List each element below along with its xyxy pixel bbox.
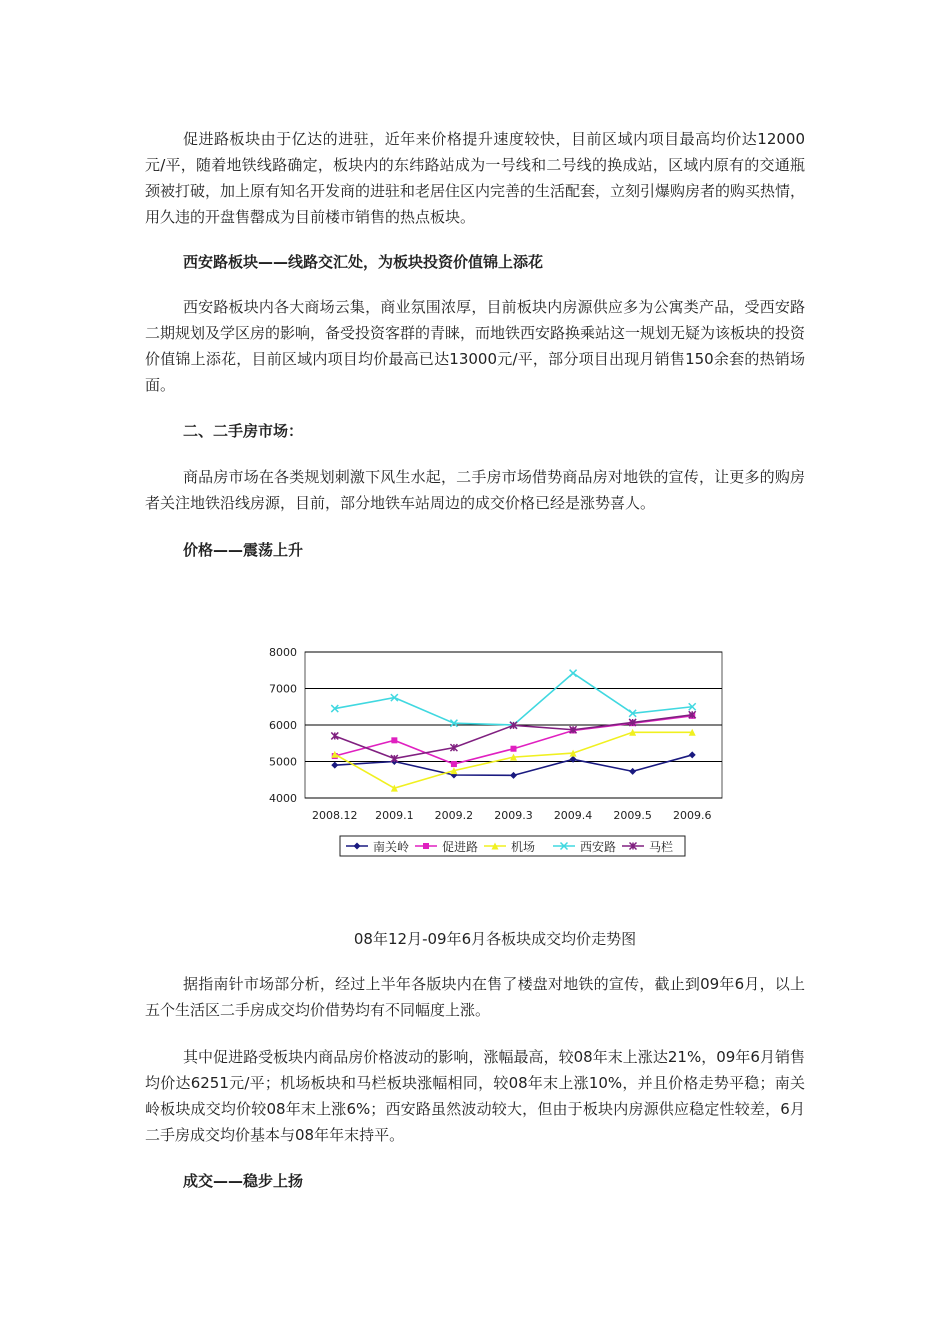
y-tick-label: 5000 xyxy=(269,755,297,769)
y-tick-label: 4000 xyxy=(269,792,297,805)
paragraph-analysis: 据指南针市场部分析，经过上半年各版块内在售了楼盘对地铁的宣传，截止到09年6月，以上五个生活区二手房成交均价借势均有不同幅度上涨。 xyxy=(145,975,805,1019)
x-tick-label: 2009.5 xyxy=(613,809,652,822)
price-trend-chart xyxy=(255,640,735,870)
data-point-1-1 xyxy=(391,737,397,743)
heading-secondhand-market: 二、二手房市场： xyxy=(183,422,304,440)
x-tick-label: 2009.2 xyxy=(434,809,474,822)
legend-label: 促进路 xyxy=(442,840,479,854)
chart-caption: 08年12月-09年6月各板块成交均价走势图 xyxy=(353,930,637,948)
legend-label: 马栏 xyxy=(649,840,674,854)
heading-transactions: 成交——稳步上扬 xyxy=(183,1172,304,1190)
paragraph-xianlu: 西安路板块内各大商场云集，商业氛围浓厚，目前板块内房源供应多为公寓类产品，受西安路二期规划及学区房的影响，备受投资客群的青睐，而地铁西安路换乘站这一规划无疑为该板块的投资价值锦上添花，目前区域内项目均价最高已达13000元/平，部分项目出现月销售150余套的热销场面。 xyxy=(145,298,806,394)
chart-svg xyxy=(255,640,735,870)
y-tick-label: 7000 xyxy=(269,682,297,696)
y-tick-label: 6000 xyxy=(269,719,297,732)
heading-price: 价格——震荡上升 xyxy=(183,541,304,559)
x-tick-label: 2009.4 xyxy=(553,809,593,822)
x-tick-label: 2008.12 xyxy=(312,809,358,822)
heading-xianlu: 西安路板块——线路交汇处，为板块投资价值锦上添花 xyxy=(183,253,544,271)
data-point-1-2 xyxy=(451,761,457,767)
legend-marker xyxy=(423,843,429,849)
data-point-1-3 xyxy=(511,746,517,752)
paragraph-cujinlu: 促进路板块由于亿达的进驻，近年来价格提升速度较快，目前区域内项目最高均价达12000元/平，随着地铁线路确定，板块内的东纬路站成为一号线和二号线的换成站，区域内原有的交通瓶颈被打破，加上原有知名开发商的进驻和老居住区内完善的生活配套，立刻引爆购房者的购买热情，用久违的开盘售罄成为目前楼市销售的热点板块。 xyxy=(145,130,806,226)
paragraph-details: 其中促进路受板块内商品房价格波动的影响，涨幅最高，较08年末上涨达21%，09年6月销售均价达6251元/平；机场板块和马栏板块涨幅相同，较08年末上涨10%，并且价格走势平稳；南关岭板块成交均价较08年末上涨6%；西安路虽然波动较大，但由于板块内房源供应稳定性较差，6月二手房成交均价基本与08年年末持平。 xyxy=(145,1048,805,1144)
x-tick-label: 2009.3 xyxy=(494,809,533,822)
x-tick-label: 2009.1 xyxy=(375,809,414,822)
legend-label: 南关岭 xyxy=(373,840,410,854)
legend-label: 机场 xyxy=(511,840,536,854)
x-tick-label: 2009.6 xyxy=(672,809,712,822)
paragraph-secondhand-market: 商品房市场在各类规划刺激下风生水起，二手房市场借势商品房对地铁的宣传，让更多的购房者关注地铁沿线房源，目前，部分地铁车站周边的成交价格已经是涨势喜人。 xyxy=(145,468,805,512)
legend-label: 西安路 xyxy=(580,840,617,854)
y-tick-label: 8000 xyxy=(269,646,297,659)
